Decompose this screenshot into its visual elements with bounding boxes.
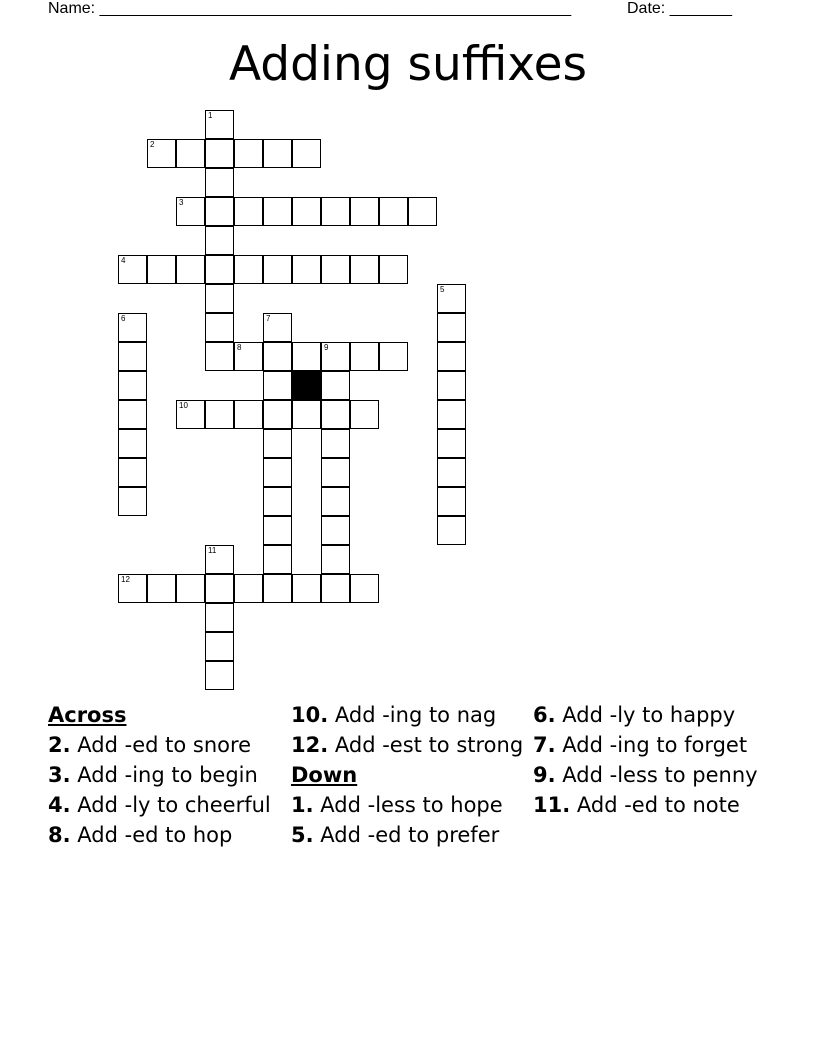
grid-cell[interactable] bbox=[234, 197, 263, 226]
across-heading: Across bbox=[48, 703, 127, 727]
clues-column-3 bbox=[533, 702, 768, 822]
clue-text: Add -ly to cheerful bbox=[77, 793, 271, 817]
grid-cell[interactable] bbox=[118, 371, 147, 400]
grid-cell[interactable] bbox=[176, 139, 205, 168]
clue-text: Add -ed to snore bbox=[77, 733, 252, 757]
clue-across-12 bbox=[291, 732, 526, 758]
clue-text: Add -less to penny bbox=[562, 763, 758, 787]
grid-cell[interactable] bbox=[205, 168, 234, 197]
grid-cell[interactable] bbox=[147, 139, 176, 168]
grid-cell[interactable] bbox=[205, 603, 234, 632]
grid-cell[interactable] bbox=[437, 516, 466, 545]
clue-number: 10. bbox=[291, 703, 329, 727]
name-field-label: Name: _____________________________________________________ bbox=[48, 0, 572, 17]
clue-number: 3. bbox=[48, 763, 71, 787]
clue-number: 8. bbox=[48, 823, 71, 847]
grid-cell[interactable] bbox=[118, 458, 147, 487]
clue-text: Add -ed to prefer bbox=[320, 823, 500, 847]
clue-text: Add -ed to note bbox=[576, 793, 740, 817]
grid-cell[interactable] bbox=[321, 342, 350, 371]
grid-cell[interactable] bbox=[176, 197, 205, 226]
grid-cell[interactable] bbox=[234, 342, 263, 371]
grid-cell[interactable] bbox=[379, 197, 408, 226]
grid-cell[interactable] bbox=[379, 255, 408, 284]
grid-cell[interactable] bbox=[321, 429, 350, 458]
grid-cell[interactable] bbox=[350, 197, 379, 226]
cell-number: 5 bbox=[440, 285, 445, 294]
clue-across-4 bbox=[48, 792, 283, 818]
grid-cell[interactable] bbox=[205, 313, 234, 342]
cell-number: 8 bbox=[237, 343, 242, 352]
grid-cell[interactable] bbox=[379, 342, 408, 371]
grid-cell[interactable] bbox=[234, 255, 263, 284]
cell-number: 6 bbox=[121, 314, 126, 323]
grid-cell[interactable] bbox=[321, 458, 350, 487]
grid-cell[interactable] bbox=[176, 574, 205, 603]
grid-cell[interactable] bbox=[263, 487, 292, 516]
cell-number: 7 bbox=[266, 314, 271, 323]
grid-cell[interactable] bbox=[350, 400, 379, 429]
grid-cell[interactable] bbox=[205, 632, 234, 661]
grid-cell[interactable] bbox=[205, 255, 234, 284]
grid-cell[interactable] bbox=[205, 400, 234, 429]
grid-cell[interactable] bbox=[118, 487, 147, 516]
grid-cell[interactable] bbox=[292, 342, 321, 371]
clue-number: 12. bbox=[291, 733, 329, 757]
grid-cell[interactable] bbox=[263, 574, 292, 603]
grid-cell[interactable] bbox=[263, 458, 292, 487]
grid-cell[interactable] bbox=[292, 400, 321, 429]
clue-down-9 bbox=[533, 762, 768, 788]
clue-text: Add -ly to happy bbox=[562, 703, 736, 727]
clue-number: 2. bbox=[48, 733, 71, 757]
grid-cell[interactable] bbox=[118, 313, 147, 342]
clue-text: Add -ing to forget bbox=[562, 733, 748, 757]
grid-cell[interactable] bbox=[437, 371, 466, 400]
grid-cell[interactable] bbox=[321, 197, 350, 226]
grid-cell[interactable] bbox=[350, 342, 379, 371]
clue-number: 5. bbox=[291, 823, 314, 847]
date-field-label: Date: _______ bbox=[627, 0, 732, 17]
grid-cell[interactable] bbox=[292, 574, 321, 603]
grid-cell[interactable] bbox=[292, 139, 321, 168]
clue-number: 11. bbox=[533, 793, 571, 817]
grid-cell[interactable] bbox=[205, 574, 234, 603]
cell-number: 9 bbox=[324, 343, 329, 352]
clue-number: 1. bbox=[291, 793, 314, 817]
grid-cell[interactable] bbox=[205, 110, 234, 139]
grid-cell[interactable] bbox=[321, 516, 350, 545]
grid-cell[interactable] bbox=[321, 574, 350, 603]
cell-number: 1 bbox=[208, 111, 213, 120]
grid-cell[interactable] bbox=[321, 487, 350, 516]
grid-cell[interactable] bbox=[263, 139, 292, 168]
clue-number: 4. bbox=[48, 793, 71, 817]
down-heading: Down bbox=[291, 763, 358, 787]
grid-cell[interactable] bbox=[437, 342, 466, 371]
grid-cell[interactable] bbox=[234, 574, 263, 603]
grid-cell[interactable] bbox=[205, 342, 234, 371]
cell-number: 12 bbox=[121, 575, 130, 584]
clue-number: 6. bbox=[533, 703, 556, 727]
grid-cell[interactable] bbox=[321, 400, 350, 429]
clue-across-3 bbox=[48, 762, 283, 788]
grid-cell[interactable] bbox=[176, 255, 205, 284]
clue-across-10 bbox=[291, 702, 526, 728]
grid-cell[interactable] bbox=[205, 661, 234, 690]
grid-cell[interactable] bbox=[118, 255, 147, 284]
grid-cell[interactable] bbox=[205, 139, 234, 168]
grid-cell[interactable] bbox=[408, 197, 437, 226]
grid-cell[interactable] bbox=[147, 255, 176, 284]
grid-cell[interactable] bbox=[205, 226, 234, 255]
grid-cell[interactable] bbox=[118, 574, 147, 603]
grid-cell[interactable] bbox=[292, 197, 321, 226]
clue-text: Add -ing to nag bbox=[334, 703, 497, 727]
grid-cell[interactable] bbox=[437, 284, 466, 313]
grid-cell[interactable] bbox=[437, 487, 466, 516]
clue-number: 9. bbox=[533, 763, 556, 787]
clue-across-2 bbox=[48, 732, 283, 758]
grid-cell[interactable] bbox=[350, 255, 379, 284]
clue-text: Add -less to hope bbox=[320, 793, 503, 817]
grid-cell[interactable] bbox=[437, 429, 466, 458]
grid-cell[interactable] bbox=[437, 400, 466, 429]
grid-cell[interactable] bbox=[118, 342, 147, 371]
grid-cell[interactable] bbox=[321, 371, 350, 400]
grid-cell[interactable] bbox=[263, 429, 292, 458]
grid-cell[interactable] bbox=[292, 255, 321, 284]
clue-text: Add -ing to begin bbox=[77, 763, 258, 787]
clue-down-5 bbox=[291, 822, 526, 848]
clues-column-2 bbox=[291, 702, 526, 852]
clue-text: Add -ed to hop bbox=[77, 823, 233, 847]
grid-cell[interactable] bbox=[263, 255, 292, 284]
grid-cell[interactable] bbox=[205, 284, 234, 313]
grid-cell[interactable] bbox=[263, 516, 292, 545]
grid-cell[interactable] bbox=[263, 197, 292, 226]
clue-down-6 bbox=[533, 702, 768, 728]
grid-cell[interactable] bbox=[118, 400, 147, 429]
clue-down-11 bbox=[533, 792, 768, 818]
cell-number: 4 bbox=[121, 256, 126, 265]
grid-cell[interactable] bbox=[263, 313, 292, 342]
clue-across-8 bbox=[48, 822, 283, 848]
clue-number: 7. bbox=[533, 733, 556, 757]
grid-cell[interactable] bbox=[205, 545, 234, 574]
grid-cell[interactable] bbox=[321, 545, 350, 574]
clue-down-1 bbox=[291, 792, 526, 818]
black-square bbox=[292, 371, 321, 400]
cell-number: 2 bbox=[150, 140, 155, 149]
grid-cell[interactable] bbox=[205, 197, 234, 226]
grid-cell[interactable] bbox=[437, 458, 466, 487]
grid-cell[interactable] bbox=[263, 545, 292, 574]
grid-cell[interactable] bbox=[263, 342, 292, 371]
clue-down-7 bbox=[533, 732, 768, 758]
cell-number: 11 bbox=[208, 546, 217, 555]
clues-column-1 bbox=[48, 702, 283, 852]
grid-cell[interactable] bbox=[437, 313, 466, 342]
clue-text: Add -est to strong bbox=[334, 733, 524, 757]
grid-cell[interactable] bbox=[118, 429, 147, 458]
grid-cell[interactable] bbox=[263, 371, 292, 400]
grid-cell[interactable] bbox=[234, 400, 263, 429]
cell-number: 10 bbox=[179, 401, 188, 410]
cell-number: 3 bbox=[179, 198, 184, 207]
page-title: Adding suffixes bbox=[228, 37, 588, 92]
grid-cell[interactable] bbox=[350, 574, 379, 603]
grid-cell[interactable] bbox=[147, 574, 176, 603]
grid-cell[interactable] bbox=[263, 400, 292, 429]
grid-cell[interactable] bbox=[176, 400, 205, 429]
grid-cell[interactable] bbox=[234, 139, 263, 168]
grid-cell[interactable] bbox=[321, 255, 350, 284]
